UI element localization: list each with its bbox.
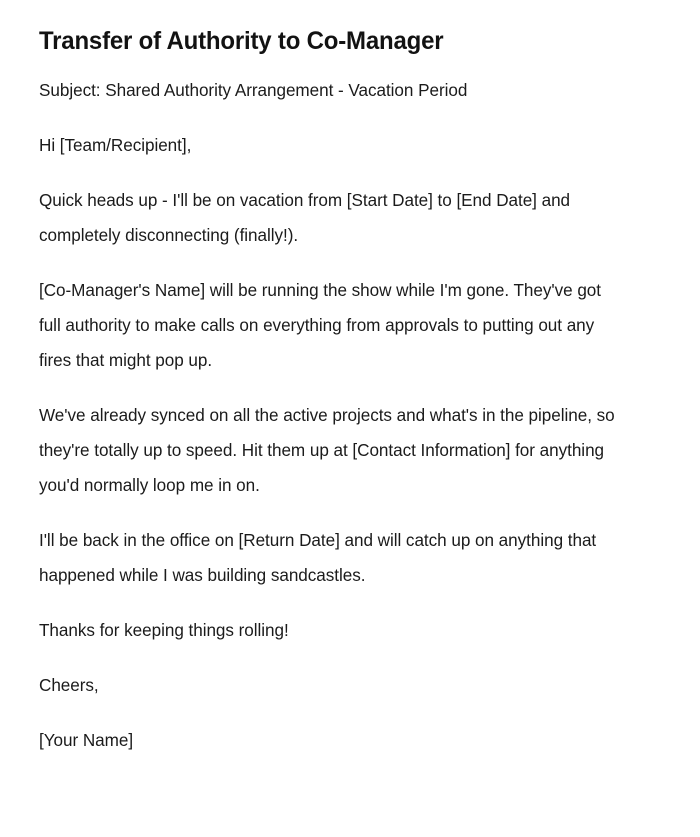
thanks-paragraph: Thanks for keeping things rolling! <box>39 619 289 640</box>
authority-delegation-paragraph: [Co-Manager's Name] will be running the show while I'm gone. They've got full authority to make calls on everything from approvals to putting out any fires that might pop up. <box>39 279 602 370</box>
vacation-notice-paragraph: Quick heads up - I'll be on vacation from [Start Date] to [End Date] and completely disconnecting (finally!). <box>39 189 571 245</box>
salutation-paragraph: Hi [Team/Recipient], <box>39 134 192 155</box>
document-body <box>39 73 634 758</box>
subject-line: Subject: Shared Authority Arrangement - Vacation Period <box>39 79 468 100</box>
handover-status-paragraph: We've already synced on all the active projects and what's in the pipeline, so they're totally up to speed. Hit them up at [Contact Information] for anything you'd normally loop me in on. <box>39 404 615 495</box>
signoff-paragraph: Cheers, <box>39 674 99 695</box>
signature-name-paragraph: [Your Name] <box>39 729 134 750</box>
return-date-paragraph: I'll be back in the office on [Return Date] and will catch up on anything that happened while I was building sandcastles. <box>39 529 597 585</box>
page-title: Transfer of Authority to Co-Manager <box>39 27 444 55</box>
